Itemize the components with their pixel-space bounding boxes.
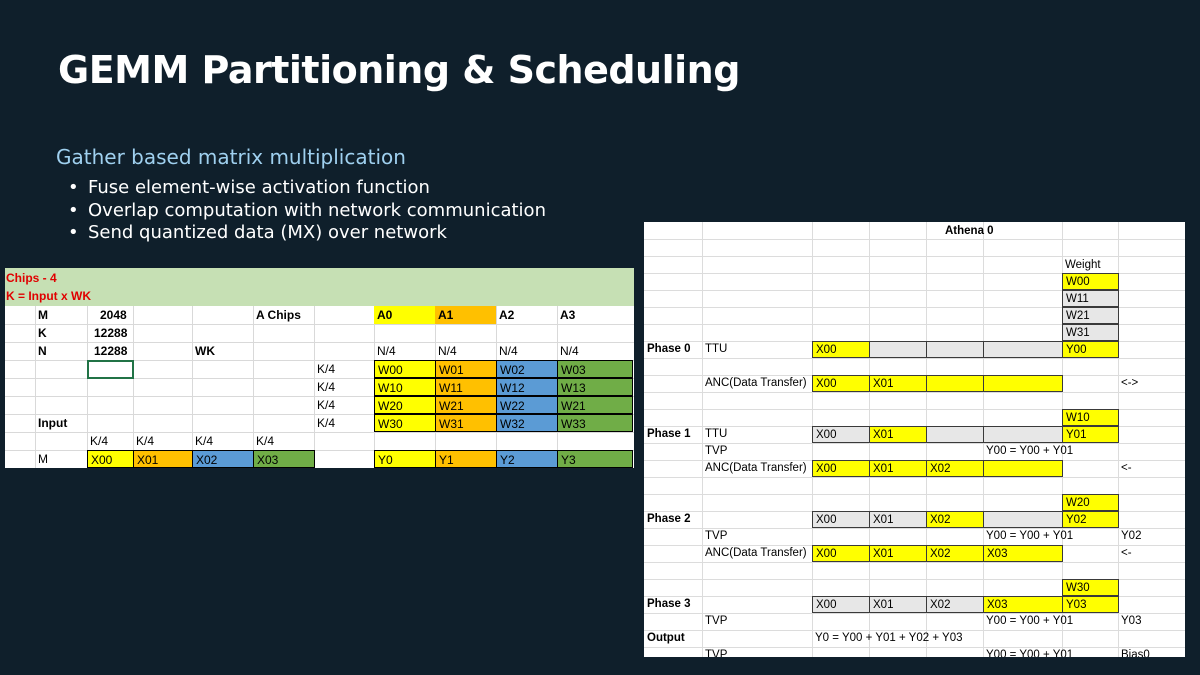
weight-cell-w33: W33 bbox=[557, 414, 633, 432]
bullet-item bbox=[68, 177, 546, 200]
weight-cell-w03: W03 bbox=[557, 360, 633, 378]
p2-w20: W20 bbox=[1062, 494, 1119, 511]
n4-label: N/4 bbox=[560, 344, 579, 358]
ttu-label: TTU bbox=[705, 428, 728, 440]
transfer-arrow-both: <-> bbox=[1121, 377, 1139, 389]
k4-label: K/4 bbox=[317, 398, 336, 412]
output-cell-y1: Y1 bbox=[435, 450, 497, 468]
input-label: Input bbox=[38, 416, 68, 430]
ttu-label: TTU bbox=[705, 343, 728, 355]
output-cell-y2: Y2 bbox=[496, 450, 558, 468]
p1-empty bbox=[983, 426, 1063, 443]
tvp-label: TVP bbox=[705, 649, 728, 657]
weight-cell-w21: W21 bbox=[435, 396, 497, 414]
selected-cell[interactable] bbox=[87, 360, 134, 379]
p2-y02: Y02 bbox=[1062, 511, 1119, 528]
athena-title: Athena 0 bbox=[945, 225, 994, 237]
weight-cell-w02: W02 bbox=[496, 360, 558, 378]
weight-cell-w32: W32 bbox=[496, 414, 558, 432]
bullet-dot: • bbox=[68, 222, 79, 243]
wk-label: WK bbox=[195, 344, 215, 358]
m-label: M bbox=[38, 308, 48, 322]
input-cell-x02: X02 bbox=[192, 450, 254, 468]
p2-anc-x00: X00 bbox=[812, 545, 870, 562]
p1-anc-empty bbox=[983, 460, 1063, 477]
bullet-text: Fuse element-wise activation function bbox=[88, 177, 430, 198]
weight-cell-w20: W20 bbox=[374, 396, 436, 414]
anc-label: ANC(Data Transfer) bbox=[705, 547, 807, 559]
transfer-arrow-left: <- bbox=[1121, 462, 1132, 474]
chips-count-label: Chips - 4 bbox=[6, 271, 57, 285]
bias-label: Bias0 bbox=[1121, 649, 1150, 657]
k-label: K bbox=[38, 326, 47, 340]
n-label: N bbox=[38, 344, 47, 358]
tvp-label: TVP bbox=[705, 530, 728, 542]
input-cell-x00: X00 bbox=[87, 450, 134, 468]
output-cell-y0: Y0 bbox=[374, 450, 436, 468]
y03-label: Y03 bbox=[1121, 615, 1142, 627]
n-value: 12288 bbox=[94, 344, 128, 358]
p3-x03: X03 bbox=[983, 596, 1063, 613]
weight-cell-w01: W01 bbox=[435, 360, 497, 378]
p1-x01: X01 bbox=[869, 426, 927, 443]
anc-label: ANC(Data Transfer) bbox=[705, 377, 807, 389]
p1-anc-x01: X01 bbox=[869, 460, 927, 477]
k4-label: K/4 bbox=[256, 434, 275, 448]
p3-x00: X00 bbox=[812, 596, 870, 613]
p1-empty bbox=[926, 426, 984, 443]
bullet-text: Send quantized data (MX) over network bbox=[88, 222, 447, 243]
weight-cell-w31: W31 bbox=[435, 414, 497, 432]
bullet-text: Overlap computation with network communication bbox=[88, 199, 546, 221]
tvp-label: TVP bbox=[705, 445, 728, 457]
sheet-header-banner bbox=[5, 268, 634, 306]
transfer-arrow-left: <- bbox=[1121, 547, 1132, 559]
a1-header: A1 bbox=[435, 306, 496, 324]
k4-label: K/4 bbox=[317, 380, 336, 394]
p1-y01: Y01 bbox=[1062, 426, 1119, 443]
k4-label: K/4 bbox=[317, 362, 336, 376]
p0-anc-empty bbox=[926, 375, 984, 392]
p3-w30: W30 bbox=[1062, 579, 1119, 596]
a2-header: A2 bbox=[499, 308, 515, 322]
bullet-list bbox=[68, 177, 546, 245]
input-cell-x01: X01 bbox=[133, 450, 193, 468]
p0-y00: Y00 bbox=[1062, 341, 1119, 358]
n4-label: N/4 bbox=[499, 344, 518, 358]
slide-subtitle: Gather based matrix multiplication bbox=[56, 145, 406, 169]
k4-label: K/4 bbox=[136, 434, 155, 448]
anc-label: ANC(Data Transfer) bbox=[705, 462, 807, 474]
bullet-item bbox=[68, 200, 546, 223]
partition-spreadsheet bbox=[5, 268, 634, 468]
a0-header: A0 bbox=[374, 306, 435, 324]
y02-label: Y02 bbox=[1121, 530, 1142, 542]
p0-empty bbox=[869, 341, 927, 358]
weight-cell-w22: W22 bbox=[496, 396, 558, 414]
m-row-label: M bbox=[38, 452, 48, 466]
weight-label: Weight bbox=[1065, 259, 1101, 271]
k4-label: K/4 bbox=[90, 434, 109, 448]
weight-w11: W11 bbox=[1062, 290, 1119, 307]
bullet-dot: • bbox=[68, 199, 79, 221]
p0-empty bbox=[983, 341, 1063, 358]
slide-title: GEMM Partitioning & Scheduling bbox=[58, 48, 740, 92]
p2-x00: X00 bbox=[812, 511, 870, 528]
n4-label: N/4 bbox=[377, 344, 396, 358]
accumulate-eq: Y00 = Y00 + Y01 bbox=[986, 530, 1074, 542]
m-value: 2048 bbox=[100, 308, 127, 322]
weight-w31: W31 bbox=[1062, 324, 1119, 341]
a-chips-label: A Chips bbox=[256, 308, 301, 322]
k-value: 12288 bbox=[94, 326, 128, 340]
input-cell-x03: X03 bbox=[253, 450, 315, 468]
p2-empty bbox=[983, 511, 1063, 528]
p2-x02: X02 bbox=[926, 511, 984, 528]
weight-cell-w13: W13 bbox=[557, 378, 633, 396]
p0-anc-empty bbox=[983, 375, 1063, 392]
weight-cell-w00: W00 bbox=[374, 360, 436, 378]
p2-anc-x02: X02 bbox=[926, 545, 984, 562]
accumulate-eq: Y00 = Y00 + Y01 bbox=[986, 445, 1074, 457]
weight-w21: W21 bbox=[1062, 307, 1119, 324]
output-cell-y3: Y3 bbox=[557, 450, 633, 468]
p1-anc-x02: X02 bbox=[926, 460, 984, 477]
k-formula-label: K = Input x WK bbox=[6, 289, 91, 303]
weight-cell-w23: W21 bbox=[557, 396, 633, 414]
phase-2-label: Phase 2 bbox=[647, 513, 691, 525]
accumulate-eq: Y00 = Y00 + Y01 bbox=[986, 615, 1074, 627]
p1-anc-x00: X00 bbox=[812, 460, 870, 477]
phase-0-label: Phase 0 bbox=[647, 343, 691, 355]
tvp-label: TVP bbox=[705, 615, 728, 627]
p1-x00: X00 bbox=[812, 426, 870, 443]
accumulate-eq: Y00 = Y00 + Y01 bbox=[986, 649, 1074, 657]
a3-header: A3 bbox=[560, 308, 576, 322]
bullet-dot: • bbox=[68, 177, 79, 198]
output-eq: Y0 = Y00 + Y01 + Y02 + Y03 bbox=[815, 632, 963, 644]
p0-empty bbox=[926, 341, 984, 358]
p2-anc-x03: X03 bbox=[983, 545, 1063, 562]
output-label: Output bbox=[647, 632, 685, 644]
k4-label: K/4 bbox=[317, 416, 336, 430]
p0-anc-x01: X01 bbox=[869, 375, 927, 392]
p2-x01: X01 bbox=[869, 511, 927, 528]
phase-3-label: Phase 3 bbox=[647, 598, 691, 610]
p1-w10: W10 bbox=[1062, 409, 1119, 426]
weight-w00: W00 bbox=[1062, 273, 1119, 290]
p2-anc-x01: X01 bbox=[869, 545, 927, 562]
weight-cell-w12: W12 bbox=[496, 378, 558, 396]
k4-label: K/4 bbox=[195, 434, 214, 448]
weight-cell-w11: W11 bbox=[435, 378, 497, 396]
p3-x01: X01 bbox=[869, 596, 927, 613]
n4-label: N/4 bbox=[438, 344, 457, 358]
bullet-item bbox=[68, 222, 546, 245]
schedule-spreadsheet bbox=[644, 222, 1185, 657]
p0-x00: X00 bbox=[812, 341, 870, 358]
weight-cell-w30: W30 bbox=[374, 414, 436, 432]
phase-1-label: Phase 1 bbox=[647, 428, 691, 440]
p0-anc-x00: X00 bbox=[812, 375, 870, 392]
weight-cell-w10: W10 bbox=[374, 378, 436, 396]
p3-x02: X02 bbox=[926, 596, 984, 613]
p3-y03: Y03 bbox=[1062, 596, 1119, 613]
